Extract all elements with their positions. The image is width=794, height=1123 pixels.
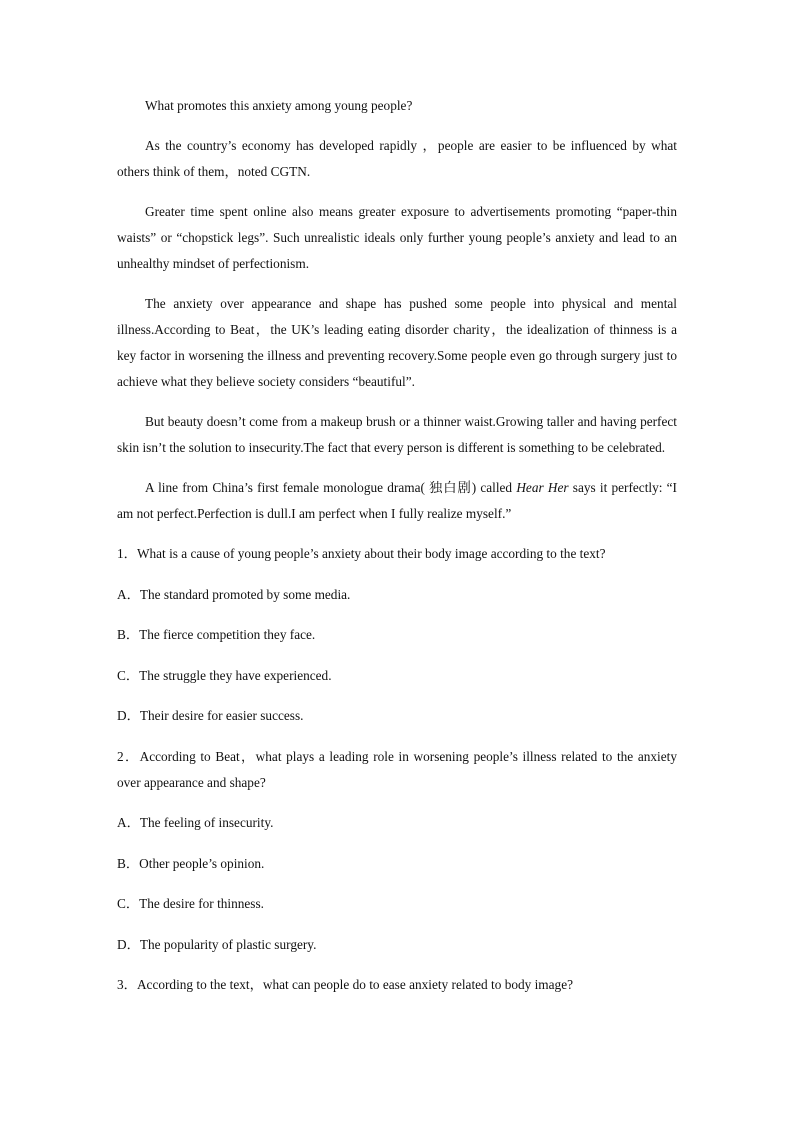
answer-option: A．The feeling of insecurity. xyxy=(117,815,274,830)
passage-paragraph-5: But beauty doesn’t come from a makeup brush or a thinner waist.Growing taller and having perfect skin isn’t the solution to insecurity.The fact that every person is different is something to be celebrated. xyxy=(117,414,677,455)
page-content xyxy=(117,93,677,1013)
paragraph-text: A line from China’s first female monologue drama( 独白剧) called xyxy=(145,480,517,495)
question-2 xyxy=(117,744,677,958)
answer-option: C．The desire for thinness. xyxy=(117,896,264,911)
passage-paragraph-2: As the country’s economy has developed rapidly ，people are easier to be influenced by what others think of them，noted CGTN. xyxy=(117,138,677,179)
answer-option: B．Other people’s opinion. xyxy=(117,855,265,871)
question-1 xyxy=(117,541,677,729)
paragraph-text: says it perfectly: “I am not perfect.Perfection is dull.I am perfect when I fully realize myself.” xyxy=(117,480,677,521)
passage-paragraph-6 xyxy=(117,475,677,527)
answer-option: D．Their desire for easier success. xyxy=(117,708,304,723)
question-stem: 1．What is a cause of young people’s anxiety about their body image according to the text? xyxy=(117,546,606,561)
answer-option: A．The standard promoted by some media. xyxy=(117,586,351,602)
answer-option: B．The fierce competition they face. xyxy=(117,627,316,642)
passage-paragraph-1: What promotes this anxiety among young people? xyxy=(145,98,413,113)
passage-paragraph-4: The anxiety over appearance and shape has pushed some people into physical and mental illness.According to Beat，the UK’s leading eating disorder charity，the idealization of thinness is a key factor in worsening the illness and preventing recovery.Some people even go through surgery just to achieve what they believe society considers “beautiful”. xyxy=(117,296,677,389)
question-3 xyxy=(117,972,677,998)
passage-paragraph-3: Greater time spent online also means greater exposure to advertisements promoting “paper-thin waists” or “chopstick legs”. Such unrealistic ideals only further young people’s anxiety and lead to an unhealthy mindset of perfectionism. xyxy=(117,204,677,271)
question-stem: 3．According to the text，what can people do to ease anxiety related to body image? xyxy=(117,977,574,992)
answer-option: D．The popularity of plastic surgery. xyxy=(117,936,317,952)
answer-option: C．The struggle they have experienced. xyxy=(117,667,332,683)
drama-title: Hear Her xyxy=(516,480,569,495)
question-stem: 2．According to Beat，what plays a leading role in worsening people’s illness related to the anxiety over appearance and shape? xyxy=(117,748,677,790)
